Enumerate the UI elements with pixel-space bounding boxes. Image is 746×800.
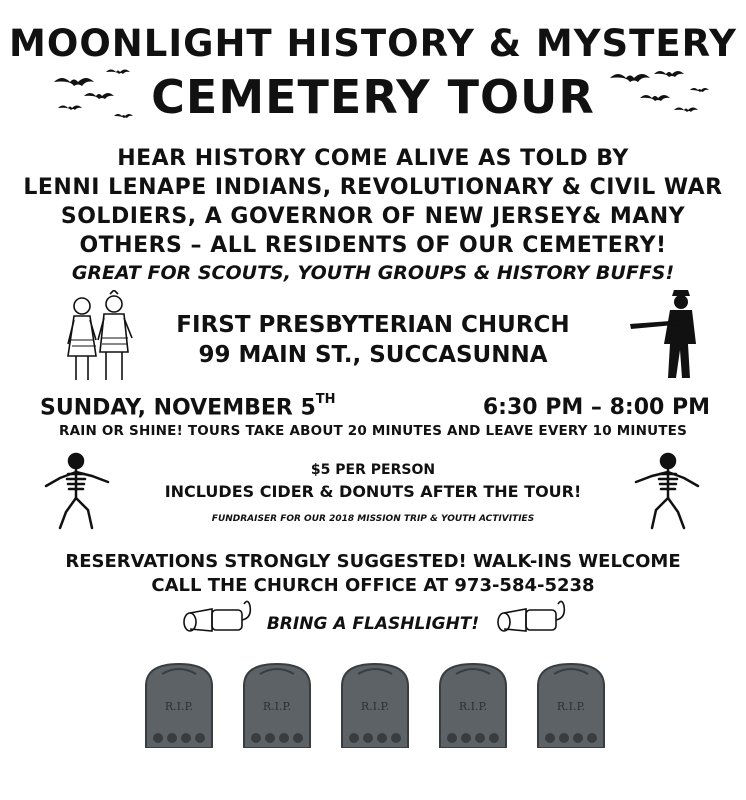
intro-text [0,144,746,260]
intro-line: LENNI LENAPE INDIANS, REVOLUTIONARY & CIVIL WAR [23,175,723,200]
flashlight-note: BRING A FLASHLIGHT! [266,614,480,634]
event-time: 6:30 PM – 8:00 PM [482,395,710,420]
headstone-icon [534,662,608,748]
headstone-label: R.I.P. [360,700,390,713]
title-line-2: CEMETERY TOUR [151,70,595,124]
reservation-info [0,550,746,598]
headstone-icon [240,662,314,748]
includes-note: INCLUDES CIDER & DONUTS AFTER THE TOUR! [164,482,582,501]
headstone-icon [436,662,510,748]
headstone-label: R.I.P. [164,700,194,713]
intro-line: SOLDIERS, A GOVERNOR OF NEW JERSEY& MANY [60,204,686,229]
headstone-label: R.I.P. [458,700,488,713]
event-date: SUNDAY, NOVEMBER 5TH [40,392,336,421]
headstone-label: R.I.P. [556,700,586,713]
date-suffix: TH [315,392,336,407]
price: $5 PER PERSON [310,462,436,478]
church-name: FIRST PRESBYTERIAN CHURCH [176,312,570,338]
church-address: 99 MAIN ST., SUCCASUNNA [198,342,548,368]
phone-line: CALL THE CHURCH OFFICE AT 973-584-5238 [151,575,595,596]
bats-left-icon [44,64,144,126]
headstone-icon [338,662,412,748]
soldier-silhouette-icon [630,286,706,380]
audience-line: GREAT FOR SCOUTS, YOUTH GROUPS & HISTORY BUFFS! [71,262,675,284]
reservation-line: RESERVATIONS STRONGLY SUGGESTED! WALK-INS WELCOME [65,551,681,572]
headstone-icon [142,662,216,748]
bats-right-icon [604,64,710,126]
title-line-1: MOONLIGHT HISTORY & MYSTERY [9,22,737,65]
fundraiser-note: FUNDRAISER FOR OUR 2018 MISSION TRIP & YOUTH ACTIVITIES [211,514,535,524]
intro-line: HEAR HISTORY COME ALIVE AS TOLD BY [117,146,629,171]
flashlight-right-icon [494,598,568,634]
headstone-label: R.I.P. [262,700,292,713]
rain-note: RAIN OR SHINE! TOURS TAKE ABOUT 20 MINUTES AND LEAVE EVERY 10 MINUTES [58,423,688,439]
intro-line: OTHERS – ALL RESIDENTS OF OUR CEMETERY! [79,233,667,258]
